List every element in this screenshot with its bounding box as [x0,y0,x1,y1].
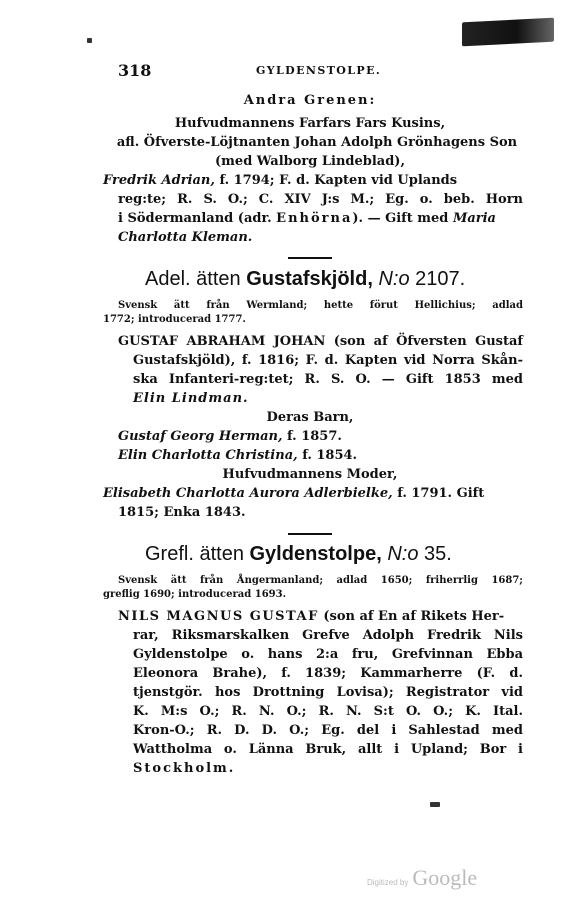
entry-line: K. M:s O.; R. N. O.; R. N. S:t O. O.; K. Ital. [133,704,523,719]
section-divider [288,257,332,259]
entry-line: ska Infanteri-reg:tet; R. S. O. — Gift 1853 med [133,372,523,387]
person-name: Charlotta Kleman. [118,230,253,245]
google-watermark [367,865,477,891]
person-name: Elin Lindman. [133,391,249,406]
ink-speck [87,38,92,43]
entry-line: GUSTAF ABRAHAM JOHAN (son af Öfversten Gustaf [118,334,523,349]
family-intro: 1772; introducerad 1777. [103,314,246,325]
ink-speck [430,802,440,807]
mother-title: Hufvudmannens Moder, [222,467,398,482]
family-heading: Grefl. ätten Gyldenstolpe, N:o 35. [145,543,452,565]
page-header [118,61,528,81]
entry-line: Gyldenstolpe o. hans 2:a fru, Grefvinnan Ebba [133,647,523,662]
family-name: Gustafskjöld, [246,268,373,290]
entry-line: Stockholm. [133,761,236,776]
entry-line: Eleonora Brahe), f. 1839; Kammarherre (F. d. [133,666,523,681]
family-heading: Adel. ätten Gustafskjöld, N:o 2107. [145,268,466,290]
family-intro: Svensk ätt från Ångermanland; adlad 1650; friherrlig 1687; [118,575,523,586]
entry-line: tjenstgör. hos Drottning Lovisa); Registrator vid [133,685,523,700]
family-intro: Svensk ätt från Wermland; hette förut Hellichius; adlad [118,300,523,311]
entry-line: Wattholma o. Länna Bruk, allt i Upland; Bor i [133,742,523,757]
entry-line: rar, Riksmarskalken Grefve Adolph Fredrik Nils [133,628,523,643]
entry-line: Kron-O.; R. D. D. O.; Eg. del i Sahlestad med [133,723,523,738]
running-head: GYLDENSTOLPE. [256,64,382,77]
entry-line: Elisabeth Charlotta Aurora Adlerbielke, f. 1791. Gift [103,486,485,501]
branch-ancestry-line: (med Walborg Lindeblad), [215,154,405,169]
section-divider [288,533,332,535]
child-entry: Gustaf Georg Herman, f. 1857. [118,429,342,444]
google-logo: Google [412,865,478,890]
entry-line: NILS MAGNUS GUSTAF (son af En af Rikets Her- [118,609,505,624]
child-entry: Elin Charlotta Christina, f. 1854. [118,448,358,463]
branch-title: Andra Grenen: [243,93,377,108]
branch-ancestry-line: afl. Öfverste-Löjtnanten Johan Adolph Grönhagens Son [116,135,518,150]
entry-line: reg:te; R. S. O.; C. XIV J:s M.; Eg. o. beb. Horn [118,192,523,207]
family-name: Gyldenstolpe, [249,543,382,565]
entry-line: 1815; Enka 1843. [118,505,246,520]
family-intro: greflig 1690; introducerad 1693. [103,589,287,600]
person-name: Fredrik Adrian, [103,173,215,188]
children-title: Deras Barn, [266,410,354,425]
entry-line: i Södermanland (adr. Enhörna). — Gift med Maria [118,211,496,226]
digitized-label: Digitized by [367,878,409,887]
branch-ancestry-line: Hufvudmannens Farfars Fars Kusins, [174,116,446,131]
entry-line: Gustafskjöld), f. 1816; F. d. Kapten vid Norra Skån- [133,353,523,368]
entry-line: Fredrik Adrian, f. 1794; F. d. Kapten vid Uplands [103,173,458,188]
person-name: Elisabeth Charlotta Aurora Adlerbielke, [103,486,393,501]
page-number: 318 [118,61,152,80]
ink-smudge [462,18,554,47]
